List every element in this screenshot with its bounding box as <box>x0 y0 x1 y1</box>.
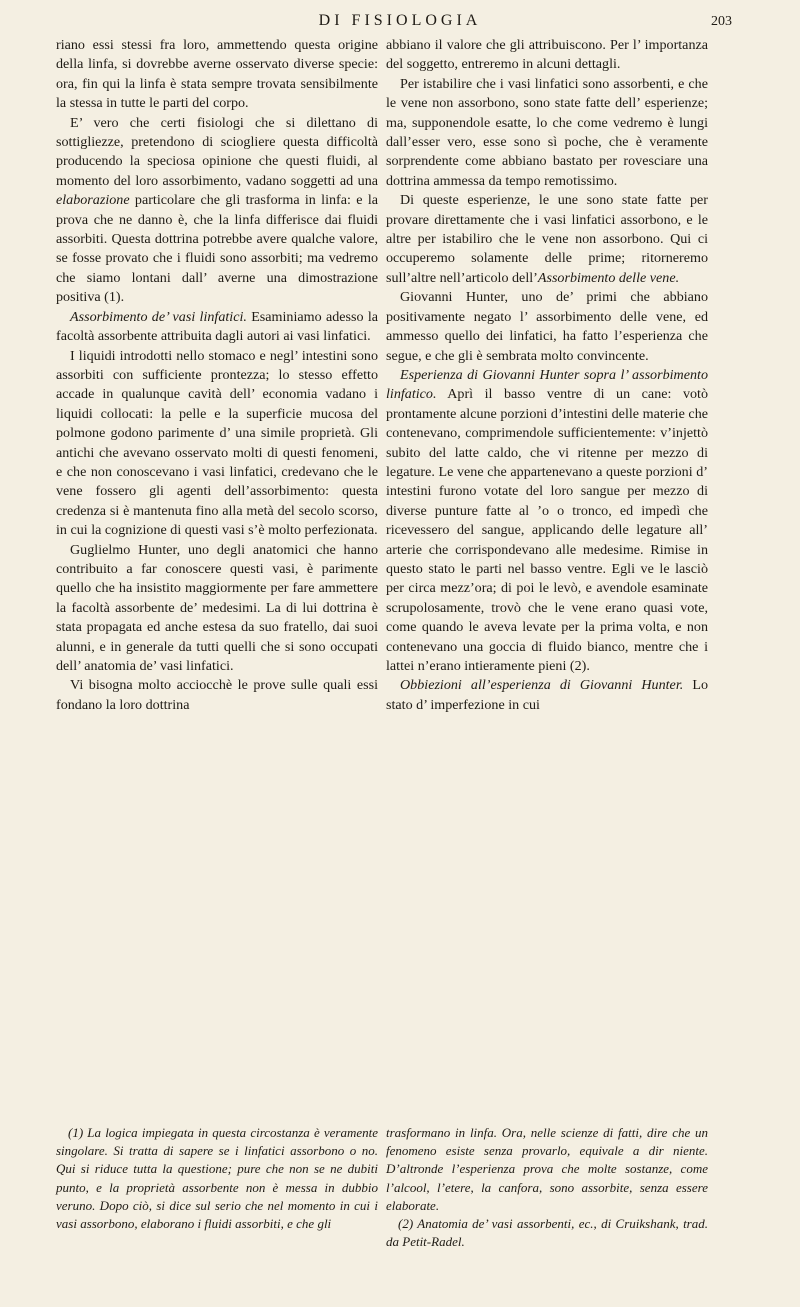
paragraph: E’ vero che certi fisiologi che si dilettano di sottigliezze, pretendono di sciogliere questa difficoltà producendo la speciosa opinione che questi fluidi, al momento del loro assorbimento, vadano soggetti ad una elaborazione particolare che gli trasforma in linfa: e la prova che ne danno è, che la linfa differisce dai fluidi assorbiti. Questa dottrina potrebbe avere qualche valore, se fosse provato che i fluidi sono assorbiti; ma vedremo che siamo lontani dall’ averne una dimostrazione positiva (1). <box>56 114 378 306</box>
paragraph: Per istabilire che i vasi linfatici sono assorbenti, e che le vene non assorbono, sono state fatte dell’ esperienze; ma, supponendole esatte, lo che come vedremo è lungi dall’esser vero, esse sono sì poche, che è veramente sorprendente come abbiano bastato per rovesciare una dottrina ammessa da tempo remotissimo. <box>386 75 708 189</box>
section-paragraph: Obbiezioni all’esperienza di Giovanni Hunter. Lo stato d’ imperfezione in cui <box>386 677 708 713</box>
section-paragraph: Esperienza di Giovanni Hunter sopra l’ assorbimento linfatico. Aprì il basso ventre di un cane: votò prontamente alcune porzioni d’intestini delle materie che contenevano, comprimendole sufficientemente: v’injettò subito del latte caldo, che vi ritenne per mezzo di legature. Le vene che appartenevano a queste porzioni d’ intestini furono votate del loro sangue per mezzo di diverse punture fatte al ’o o tronco, ed impedì che ricevessero del sangue, applicando delle legature all’ arterie che corrispondevano alle medesime. Rimise in questo stato le parti nel basso ventre. Egli ve le lasciò per circa mezz’ora; di poi le levò, e avendole esaminate scrupolosamente, trovò che le vene erano quasi vote, come quando le aveva levate per la prima volta, e non contenevano una goccia di fluido bianco, mentre che i lattei n’erano intieramente pieni (2). <box>386 366 708 674</box>
paragraph: I liquidi introdotti nello stomaco e negl’ intestini sono assorbiti con sufficiente prontezza; lo stesso effetto accade in qualunque cavità dell’ economia vadano i liquidi collocati: la pelle e la superficie mucosa del polmone godono parimente d’ una simile proprietà. Gli antichi che avevano osservato molti di questi fenomeni, e che non conoscevano i vasi linfatici, credevano che le vene fossero gli agenti dell’assorbimento: questa credenza si è mantenuta fino alla metà del secolo scorso, in cui la cognizione di questi vasi s’è molto perfezionata. <box>56 347 378 539</box>
section-paragraph: Assorbimento de’ vasi linfatici. Esaminiamo adesso la facoltà assorbente attribuita dagli autori ai vasi linfatici. <box>56 308 378 345</box>
footnote-continuation: trasformano in linfa. Ora, nelle scienze di fatti, dire che un fenomeno esiste senza provarlo, equivale a dir niente. D’altronde l’esperienza prova che molte sostanze, come l’alcool, l’etere, la canfora, sono assorbite, senza essere elaborate. <box>386 1125 708 1213</box>
running-title: DI FISIOLOGIA <box>318 12 482 29</box>
page-header <box>0 10 800 36</box>
right-column <box>386 36 708 715</box>
section-heading: Esperienza di Giovanni Hunter sopra l’ assorbimento linfatico. <box>386 366 708 403</box>
paragraph: Giovanni Hunter, uno de’ primi che abbiano positivamente negato l’ assorbimento delle vene, ed ammesso quello dei linfatici, ha fatto l’esperienza che segue, e che gli è sembrata molto convincente. <box>386 289 708 364</box>
footnote: (2) Anatomia de’ vasi assorbenti, ec., di Cruikshank, trad. da Petit-Radel. <box>386 1216 708 1250</box>
left-column <box>56 36 378 715</box>
page-number: 203 <box>711 14 732 29</box>
footnotes-right <box>386 1124 708 1251</box>
footnotes-left <box>56 1124 378 1233</box>
section-heading: Obbiezioni all’esperienza di Giovanni Hunter. <box>400 677 684 694</box>
paragraph: Guglielmo Hunter, uno degli anatomici che hanno contribuito a far conoscere questi vasi, è parimente quello che ha insistito maggiormente per fare ammettere la facoltà assorbente de’ medesimi. La di lui dottrina è stata propagata ed anche estesa da suo fratello, dai suoi alunni, e in generale da tutti quelli che si sono occupati dell’ anatomia de’ vasi linfatici. <box>56 541 378 674</box>
paragraph: Di queste esperienze, le une sono state fatte per provare direttamente che i vasi linfatici assorbono, e le altre per istabiliro che le vene non assorbono. Qui ci occuperemo solamente delle prime; ritorneremo sull’altre nell’articolo dell’Assorbimento delle vene. <box>386 192 708 286</box>
section-heading: Assorbimento de’ vasi linfatici. <box>70 308 247 325</box>
paragraph: Vi bisogna molto acciocchè le prove sulle quali essi fondano la loro dottrina <box>56 677 378 713</box>
paragraph: abbiano il valore che gli attribuiscono. Per l’ importanza del soggetto, entreremo in alcuni dettagli. <box>386 37 708 73</box>
footnote: (1) La logica impiegata in questa circostanza è veramente singolare. Si tratta di sapere se i linfatici assorbono o no. Qui si riduce tutta la questione; pure che non se ne dubiti punto, e la proprietà assorbente non è messa in dubbio veruno. Dopo ciò, si dice sul serio che nel momento in cui i vasi assorbono, elaborano i fluidi assorbiti, e che gli <box>56 1125 378 1232</box>
paragraph: riano essi stessi fra loro, ammettendo questa origine della linfa, si dovrebbe averne osservato diverse specie: ora, fin qui la linfa è stata sempre trovata sensibilmente la stessa in tutte le parti del corpo. <box>56 37 378 112</box>
